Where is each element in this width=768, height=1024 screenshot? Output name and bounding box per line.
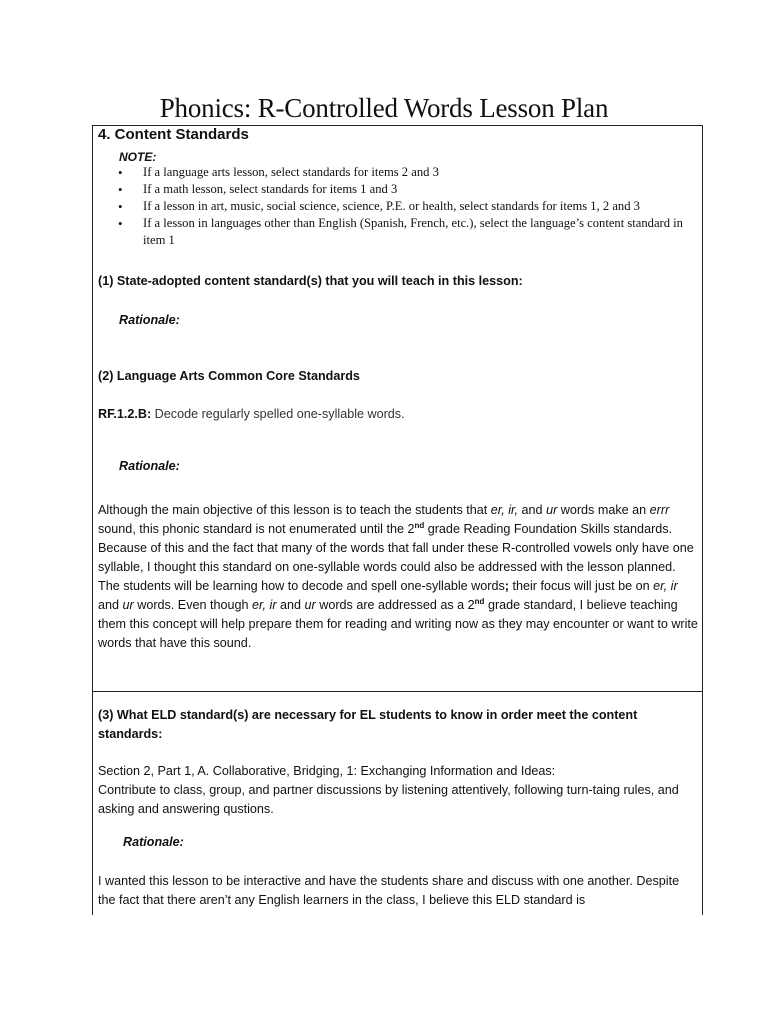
text-run: words. Even though bbox=[133, 598, 253, 612]
eld-standard-title: Section 2, Part 1, A. Collaborative, Bridging, 1: Exchanging Information and Ideas: bbox=[98, 764, 556, 778]
text-run-bold: ; bbox=[504, 579, 509, 593]
item2-rationale-label: Rationale: bbox=[119, 459, 180, 473]
text-run: grade Reading Foundation Skills standards. Because of this and the fact that many of the words that fall under these R-controlled vowels only have one syllable, I thought this standard on one-syllable words could also be addressed with the lesson planned. The students will be learning how to decode and spell one-syllable words bbox=[98, 522, 694, 593]
text-run: and bbox=[276, 598, 305, 612]
document-title: Phonics: R-Controlled Words Lesson Plan bbox=[159, 93, 609, 123]
row-divider bbox=[93, 691, 702, 692]
note-bullet: • If a math lesson, select standards for items 1 and 3 bbox=[114, 181, 699, 198]
ordinal-suffix: nd bbox=[474, 596, 485, 606]
text-run-italic: ur bbox=[304, 598, 316, 612]
ordinal-suffix: nd bbox=[414, 520, 425, 530]
content-standards-table bbox=[92, 125, 703, 915]
note-bullet: • If a lesson in languages other than English (Spanish, French, etc.), select the language’s content standard in item 1 bbox=[114, 215, 699, 249]
text-run-italic: ur bbox=[122, 598, 134, 612]
item3-rationale-label: Rationale: bbox=[123, 835, 184, 849]
eld-standard-text: Contribute to class, group, and partner discussions by listening attentively, following turn-taing rules, and asking and answering qustions. bbox=[98, 783, 679, 816]
note-bullet: • If a lesson in art, music, social science, science, P.E. or health, select standards for items 1, 2 and 3 bbox=[114, 198, 699, 215]
standard-code: RF.1.2.B: bbox=[98, 407, 152, 421]
text-run-italic: errr bbox=[649, 503, 670, 517]
item2-heading: (2) Language Arts Common Core Standards bbox=[98, 369, 360, 383]
text-run: their focus will just be on bbox=[508, 579, 654, 593]
text-run: grade standard, I believe teaching them this concept will help prepare them for reading and writing now as they may encounter or want to write words that have this sound. bbox=[98, 598, 698, 650]
item1-heading: (1) State-adopted content standard(s) that you will teach in this lesson: bbox=[98, 274, 523, 288]
note-label: NOTE: bbox=[119, 150, 157, 164]
note-bullet: • If a language arts lesson, select standards for items 2 and 3 bbox=[114, 164, 699, 181]
text-run: Although the main objective of this lesson is to teach the students that bbox=[98, 503, 491, 517]
text-run: words are addressed as a 2 bbox=[315, 598, 475, 612]
section-heading: 4. Content Standards bbox=[98, 126, 249, 143]
text-run: words make an bbox=[557, 503, 650, 517]
text-run-italic: er, ir bbox=[653, 579, 678, 593]
text-run: and bbox=[98, 598, 123, 612]
text-run: and bbox=[518, 503, 547, 517]
note-bullet-list bbox=[114, 164, 699, 249]
item3-rationale-paragraph: I wanted this lesson to be interactive and have the students share and discuss with one another. Despite the fact that there aren’t any English learners in the class, I believe this ELD standard is bbox=[98, 874, 680, 907]
text-run-italic: ur bbox=[546, 503, 558, 517]
item1-rationale-label: Rationale: bbox=[119, 313, 180, 327]
standard-text: Decode regularly spelled one-syllable words. bbox=[151, 407, 405, 421]
text-run-italic: er, ir, bbox=[490, 503, 519, 517]
item2-standard bbox=[98, 405, 698, 424]
text-run: sound, this phonic standard is not enumerated until the 2 bbox=[98, 522, 415, 536]
item3-heading: (3) What ELD standard(s) are necessary for EL students to know in order meet the content standards: bbox=[98, 708, 638, 741]
text-run-italic: er, ir bbox=[252, 598, 277, 612]
item2-rationale-paragraph bbox=[98, 501, 698, 653]
item3-standard bbox=[98, 762, 698, 819]
